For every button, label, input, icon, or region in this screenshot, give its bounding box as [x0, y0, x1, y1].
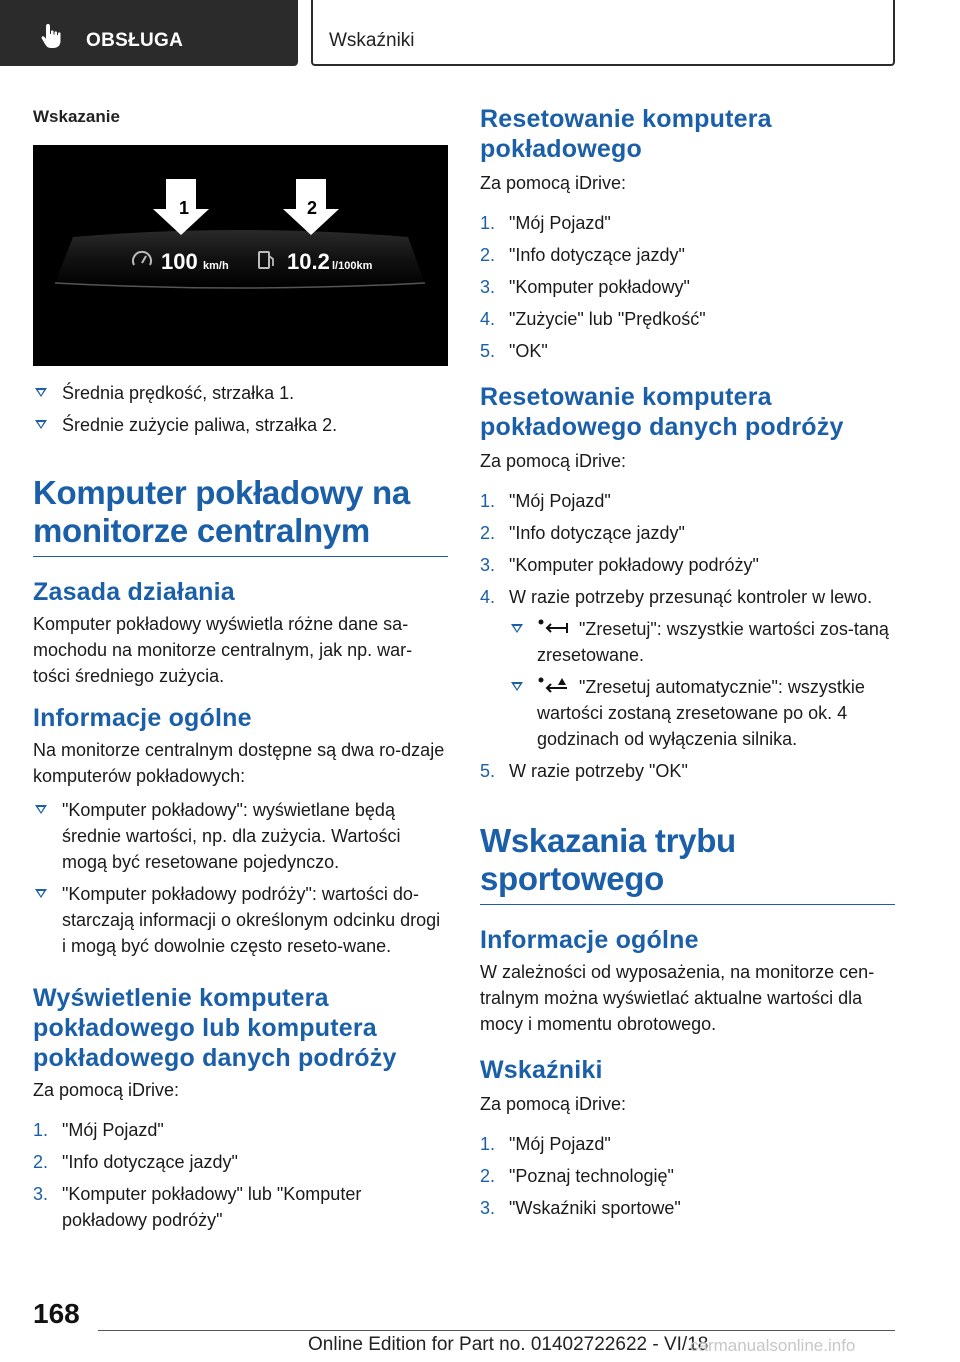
dashboard-figure — [33, 145, 448, 366]
footer-divider — [98, 1330, 895, 1331]
list-item: "Komputer pokładowy": wyświetlane będą średnie wartości, np. dla zużycia. Wartości mogą być resetowane pojedynczo. — [33, 797, 448, 875]
list-item: "Komputer pokładowy podróży": wartości do-starczają informacji o określonym odcinku drogi i mogą być dowolnie często reseto-wane. — [33, 881, 448, 959]
reset-steps — [480, 210, 895, 364]
list-item: 4. W razie potrzeby przesunąć kontroler w lewo. "Zresetuj": wszystkie wartości zos-taną zresetowane. "Zresetuj automatycznie": wszystkie wartości zostaną zresetowane po ok. 4 godzinach od wyłączenia silnika. — [480, 584, 895, 752]
list-item: 2. "Info dotyczące jazdy" — [33, 1152, 238, 1172]
sport-general-text: W zależności od wyposażenia, na monitorze cen-tralnym można wyświetlać aktualne wartości dla mocy i momentu obrotowego. — [480, 962, 875, 1034]
sport-general-heading: Informacje ogólne — [480, 926, 699, 954]
arrow-1-label: 1 — [179, 198, 190, 218]
left-column — [33, 100, 448, 1239]
display-bullets — [33, 380, 448, 438]
auto-reset-icon — [537, 677, 571, 695]
section-box — [311, 0, 895, 66]
list-item: 1. "Mój Pojazd" — [480, 213, 611, 233]
list-item: "Zresetuj": wszystkie wartości zos-taną zresetowane. — [509, 616, 895, 668]
triangle-bullet-icon — [511, 682, 523, 691]
reset-trip-intro: Za pomocą iDrive: — [480, 451, 627, 471]
list-item: 1. "Mój Pojazd" — [33, 1120, 164, 1140]
display-strip — [55, 230, 425, 288]
consumption-unit: l/100km — [332, 260, 373, 272]
display-section-intro: Za pomocą iDrive: — [33, 1080, 180, 1100]
principle-heading: Zasada działania — [33, 578, 235, 606]
arrow-2-label: 2 — [307, 198, 318, 218]
list-item: 3. "Komputer pokładowy podróży" — [480, 555, 759, 575]
list-item: 2. "Info dotyczące jazdy" — [480, 523, 685, 543]
indicators-intro: Za pomocą iDrive: — [480, 1094, 627, 1114]
reset-heading: Resetowanie komputera pokładowego — [480, 105, 772, 163]
chapter-tab — [0, 0, 298, 66]
list-item: 2. "Poznaj technologię" — [480, 1166, 674, 1186]
edition-text: Online Edition for Part no. 01402722622 - VI/18 — [308, 1334, 709, 1355]
watermark: carmanualsonline.info — [690, 1336, 856, 1355]
reset-options — [509, 616, 895, 752]
list-item: 5. W razie potrzeby "OK" — [480, 761, 688, 781]
triangle-bullet-icon — [35, 805, 47, 814]
list-item: 3. "Komputer pokładowy" — [480, 277, 690, 297]
list-item: 1. "Mój Pojazd" — [480, 491, 611, 511]
reset-trip-steps — [480, 488, 895, 784]
speed-unit: km/h — [203, 260, 229, 272]
reset-icon — [537, 619, 571, 637]
reset-trip-heading: Resetowanie komputera pokładowego danych podróży — [480, 383, 844, 441]
list-item: Średnia prędkość, strzałka 1. — [33, 380, 448, 406]
dashboard-svg — [33, 145, 448, 366]
indicators-heading: Wskaźniki — [480, 1056, 603, 1084]
chapter-label: OBSŁUGA — [86, 30, 184, 51]
triangle-bullet-icon — [35, 420, 47, 429]
list-item: 3. "Wskaźniki sportowe" — [480, 1198, 681, 1218]
triangle-bullet-icon — [35, 889, 47, 898]
list-item: 5. "OK" — [480, 341, 548, 361]
main-heading: Komputer pokładowy na monitorze centralnym — [33, 474, 448, 557]
general-bullets — [33, 797, 448, 959]
list-item: 2. "Info dotyczące jazdy" — [480, 245, 685, 265]
speed-value: 100 — [161, 249, 198, 274]
triangle-bullet-icon — [511, 624, 523, 633]
display-section-steps — [33, 1117, 448, 1233]
display-label: Wskazanie — [33, 107, 120, 126]
reset-intro: Za pomocą iDrive: — [480, 173, 627, 193]
triangle-bullet-icon — [35, 388, 47, 397]
general-heading: Informacje ogólne — [33, 704, 252, 732]
list-item: 1. "Mój Pojazd" — [480, 1134, 611, 1154]
section-title: Wskaźniki — [329, 30, 415, 51]
consumption-value: 10.2 — [287, 249, 330, 274]
principle-text: Komputer pokładowy wyświetla różne dane sa-mochodu na monitorze centralnym, jak np. war-tości średniego zużycia. — [33, 614, 413, 686]
page-header — [0, 0, 960, 66]
sport-heading: Wskazania trybu sportowego — [480, 822, 895, 905]
display-section-heading: Wyświetlenie komputera pokładowego lub komputera pokładowego danych podróży — [33, 984, 397, 1072]
general-text: Na monitorze centralnym dostępne są dwa ro-dzaje komputerów pokładowych: — [33, 740, 445, 786]
list-item: Średnie zużycie paliwa, strzałka 2. — [33, 412, 448, 438]
indicators-steps — [480, 1131, 895, 1221]
hand-icon — [38, 22, 66, 50]
list-item: 4. "Zużycie" lub "Prędkość" — [480, 309, 706, 329]
right-column — [480, 104, 895, 1227]
list-item: 3. "Komputer pokładowy" lub "Komputer pokładowy podróży" — [33, 1184, 362, 1230]
list-item: "Zresetuj automatycznie": wszystkie wartości zostaną zresetowane po ok. 4 godzinach od wyłączenia silnika. — [509, 674, 895, 752]
page-number: 168 — [33, 1298, 80, 1329]
